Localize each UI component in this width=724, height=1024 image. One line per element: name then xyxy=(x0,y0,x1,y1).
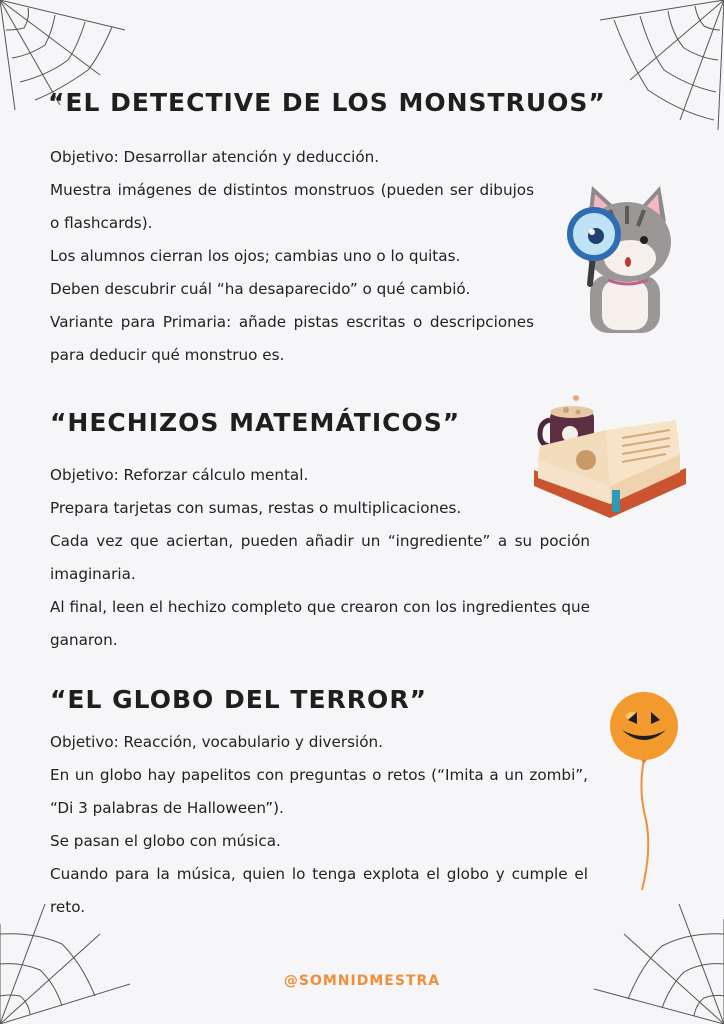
body-line: Los alumnos cierran los ojos; cambias uno o lo quitas. xyxy=(50,247,461,265)
section-body-hechizos xyxy=(50,459,590,657)
body-line: En un globo hay papelitos con preguntas o retos (“Imita a un zombi”, “Di 3 palabras de Halloween”). xyxy=(50,766,588,817)
cat-detective-icon xyxy=(560,180,680,335)
body-line: Objetivo: Desarrollar atención y deducción. xyxy=(50,148,380,166)
section-title-detective: “EL DETECTIVE DE LOS MONSTRUOS” xyxy=(48,88,606,117)
body-line: Al final, leen el hechizo completo que crearon con los ingredientes que ganaron. xyxy=(50,598,590,649)
section-title-hechizos: “HECHIZOS MATEMÁTICOS” xyxy=(50,408,461,437)
cobweb-top-right-icon xyxy=(600,0,724,130)
pumpkin-balloon-icon xyxy=(604,690,684,895)
section-body-globo xyxy=(50,726,588,924)
body-line: Se pasan el globo con música. xyxy=(50,832,281,850)
body-line: Deben descubrir cuál “ha desaparecido” o qué cambió. xyxy=(50,280,471,298)
cobweb-bottom-right-icon xyxy=(594,904,724,1024)
section-body-detective xyxy=(50,141,534,372)
body-line: Cuando para la música, quien lo tenga explota el globo y cumple el reto. xyxy=(50,865,588,916)
body-line: Cada vez que aciertan, pueden añadir un “ingrediente” a su poción imaginaria. xyxy=(50,532,590,583)
body-line: Prepara tarjetas con sumas, restas o multiplicaciones. xyxy=(50,499,462,517)
section-title-globo: “EL GLOBO DEL TERROR” xyxy=(50,685,427,714)
body-line: Variante para Primaria: añade pistas escritas o descripciones para deducir qué monstruo es. xyxy=(50,313,534,364)
spellbook-mug-icon xyxy=(530,390,690,520)
body-line: Objetivo: Reacción, vocabulario y diversión. xyxy=(50,733,384,751)
body-line: Objetivo: Reforzar cálculo mental. xyxy=(50,466,309,484)
body-line: Muestra imágenes de distintos monstruos (pueden ser dibujos o flashcards). xyxy=(50,181,534,232)
footer-handle: @SOMNIDMESTRA xyxy=(283,973,441,989)
